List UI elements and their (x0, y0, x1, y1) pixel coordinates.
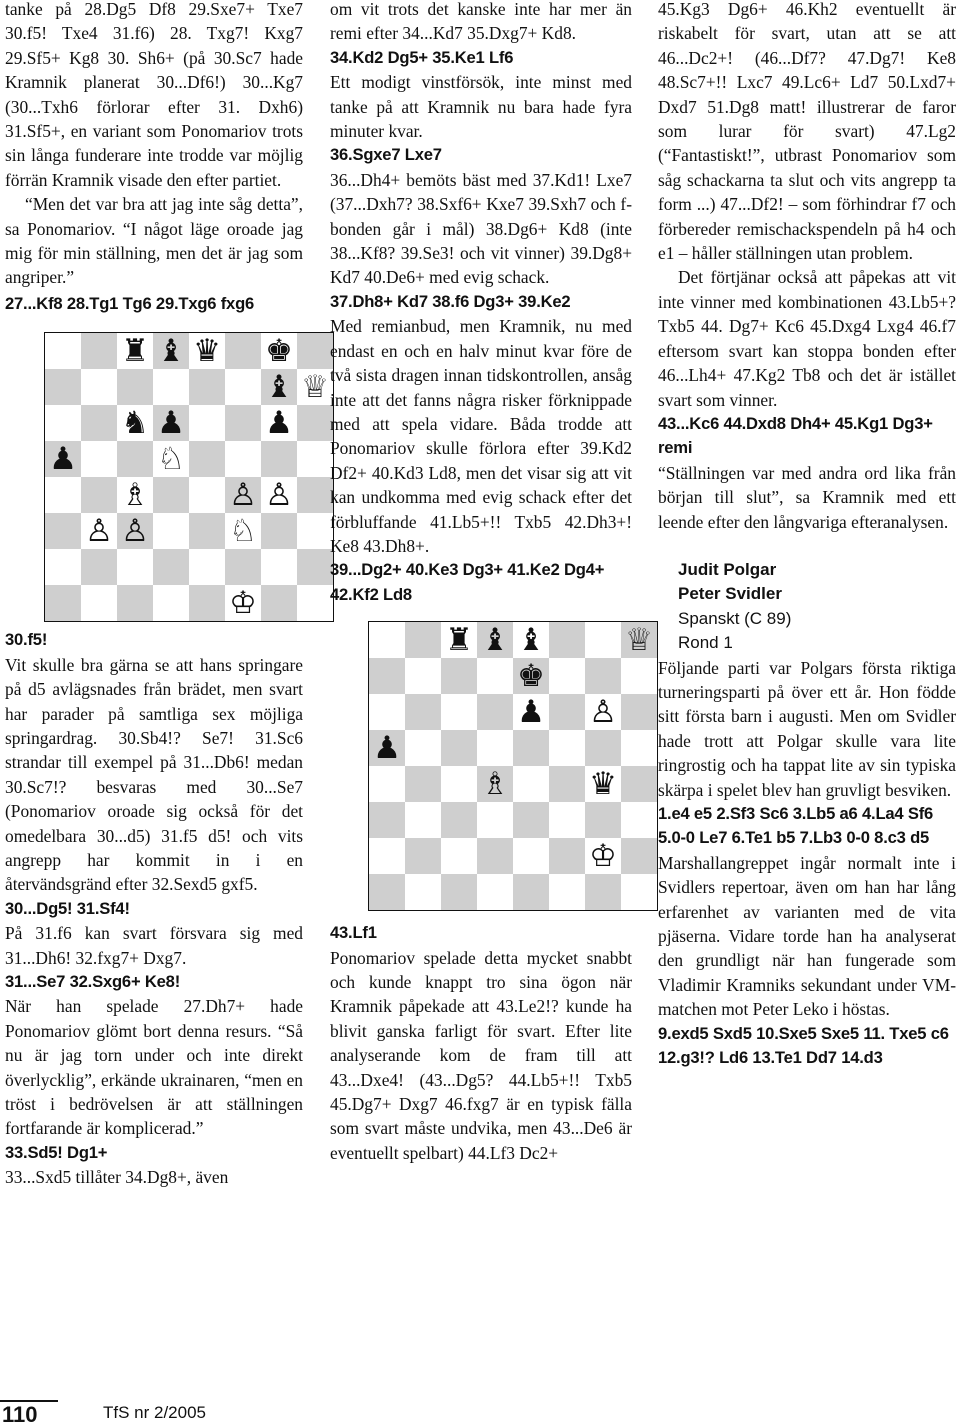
board-square (45, 513, 81, 549)
board-square (261, 441, 297, 477)
board-square (117, 441, 153, 477)
white-player: Judit Polgar (678, 559, 777, 579)
board-square (549, 802, 585, 838)
move-line: 1.e4 e5 2.Sf3 Sc6 3.Lb5 a6 4.La4 Sf6 5.0-0 Le7 6.Te1 b5 7.Lb3 0-0 8.c3 d5 (658, 804, 934, 848)
board-square (297, 333, 333, 369)
move-line: 27...Kf8 28.Tg1 Tg6 29.Txg6 fxg6 (5, 293, 255, 313)
board-square (81, 333, 117, 369)
board-square (621, 730, 657, 766)
black-bishop-icon: ♝ (481, 621, 509, 658)
board-square (405, 838, 441, 874)
board-square (153, 477, 189, 513)
board-square (261, 477, 297, 513)
board-square (225, 369, 261, 405)
black-knight-icon: ♞ (121, 404, 149, 441)
board-square (261, 513, 297, 549)
opening: Spanskt (C 89) (678, 608, 792, 628)
board-square (477, 838, 513, 874)
board-square (153, 441, 189, 477)
board-square (369, 802, 405, 838)
board-square (153, 333, 189, 369)
paragraph: Följande parti var Polgars första riktiga turneringsparti på över ett år. Hon födde sitt första barn i augusti. Men om Svidler hade trott att Polgar skulle vara lite ringrostig och ha tappat lite av sin typiska skärpa i spelet blev han gruvligt besviken. (658, 657, 956, 800)
board-square (45, 549, 81, 585)
board-square (261, 333, 297, 369)
board-square (585, 622, 621, 658)
board-square (549, 658, 585, 694)
move-line: 39...Dg2+ 40.Ke3 Dg3+ 41.Ke2 Dg4+ 42.Kf2 Ld8 (330, 560, 605, 604)
white-bishop-icon: ♗ (481, 765, 509, 802)
board-square (189, 513, 225, 549)
board-square (225, 477, 261, 513)
board-square (153, 513, 189, 549)
magazine-issue: TfS nr 2/2005 (103, 1403, 207, 1422)
paragraph: tanke på 28.Dg5 Df8 29.Sxe7+ Txe7 30.f5! Txe4 31.f6) 28. Txg7! Kxg7 29.Sf5+ Kg8 30. Sh6+ (på 30.Sc7 hade Kramnik planerat 30...Df6!) 30...Kg7 (30...Txh6 förlorar efter 31. Dxh6) 31.Sf5+, en variant som Ponomariov trots sin långa funderare inte trodde var möjlig förrän Kramnik visade den efter partiet. (5, 0, 303, 190)
board-square (189, 549, 225, 585)
board-square (117, 549, 153, 585)
board-square (81, 513, 117, 549)
board-square (117, 333, 153, 369)
white-pawn-icon: ♙ (265, 476, 293, 513)
board-square (117, 585, 153, 621)
column-2 (330, 0, 653, 1165)
board-square (513, 874, 549, 910)
move-line: 33.Sd5! Dg1+ (5, 1142, 108, 1162)
board-square (585, 694, 621, 730)
board-square (549, 766, 585, 802)
board-square (117, 477, 153, 513)
board-square (621, 658, 657, 694)
black-rook-icon: ♜ (445, 621, 473, 658)
board-square (297, 441, 333, 477)
board-square (513, 766, 549, 802)
column-1 (5, 0, 329, 1190)
move-line: 36.Sgxe7 Lxe7 (330, 145, 442, 165)
board-square (225, 333, 261, 369)
board-square (513, 622, 549, 658)
white-pawn-icon: ♙ (121, 512, 149, 549)
move-line: 30...Dg5! 31.Sf4! (5, 898, 130, 918)
round: Rond 1 (678, 633, 733, 653)
paragraph: På 31.f6 kan svart försvara sig med 31...Dh6! 32.fxg7+ Dxg7. (5, 923, 303, 968)
black-pawn-icon: ♟ (517, 693, 545, 730)
paragraph: “Men det var bra att jag inte såg detta”, sa Ponomariov. “I något läge oroade jag mig för min ställning, men det är jag som angriper.” (5, 194, 303, 288)
board-square (405, 766, 441, 802)
white-knight-icon: ♘ (157, 440, 185, 477)
black-queen-icon: ♛ (589, 765, 617, 802)
white-queen-icon: ♕ (625, 621, 653, 658)
board-square (261, 549, 297, 585)
board-square (405, 622, 441, 658)
white-queen-icon: ♕ (301, 368, 329, 405)
column-3 (658, 0, 956, 1070)
board-square (297, 513, 333, 549)
board-square (513, 838, 549, 874)
board-square (261, 585, 297, 621)
paragraph: Vit skulle bra gärna se att hans springare på d5 avlägsnades från brädet, men svart har parader på samtliga sex möjliga springardrag. 30.Sb4!? Se7! 31.Sc6 strandar till exempel på 31...Db6! medan 30.Sc7!? besvaras med 30...Se7 (Ponomariov oroade sig också för det omedelbara 30...d5) 31.f5 d5! och vits angrepp har kommit in i en återvändsgränd efter 32.Sexd5 gxf5. (5, 654, 303, 895)
black-bishop-icon: ♝ (517, 621, 545, 658)
paragraph: 36...Dh4+ bemöts bäst med 37.Kd1! Lxe7 (37...Dxh7? 38.Sxf6+ Kxe7 39.Sxh7 och f-bonden går i mål) 38.Dg6+ Kd8 (inte 38...Kf8? 39.Se3! och vit vinner) 39.Dg8+ Kd7 40.De6+ med evig schack. (330, 169, 632, 288)
board-square (405, 730, 441, 766)
page-number: 110 (2, 1402, 38, 1427)
board-square (153, 405, 189, 441)
board-square (477, 658, 513, 694)
move-line: 30.f5! (5, 630, 48, 650)
black-rook-icon: ♜ (121, 332, 149, 369)
board-square (621, 802, 657, 838)
board-square (549, 874, 585, 910)
black-pawn-icon: ♟ (157, 404, 185, 441)
board-square (441, 658, 477, 694)
black-pawn-icon: ♟ (373, 729, 401, 766)
board-square (189, 333, 225, 369)
move-line: 43.Lf1 (330, 923, 377, 943)
board-square (477, 802, 513, 838)
chess-diagram (44, 332, 334, 622)
board-square (225, 585, 261, 621)
board-square (225, 549, 261, 585)
black-pawn-icon: ♟ (265, 404, 293, 441)
board-square (81, 405, 117, 441)
board-square (405, 694, 441, 730)
white-knight-icon: ♘ (229, 512, 257, 549)
white-king-icon: ♔ (589, 837, 617, 874)
white-king-icon: ♔ (229, 584, 257, 621)
black-king-icon: ♚ (517, 657, 545, 694)
paragraph: 45.Kg3 Dg6+ 46.Kh2 eventuellt är riskabelt för svart, utan att se att 46...Dc2+! (46...Df7? 47.Dg7! Ke8 48.Sc7+!! Lxc7 49.Lc6+ Ld7 50.Lxd7+ Dxd7 51.Dg8 matt! illustrerar de faror som lurar för svart) 47.Lg2 (“Fantastiskt!”, utbrast Ponomariov som såg schackarna ta slut och vits angrepp ta form ...) 47...Df2! – som förhindrar f7 och förbereder remischackspendeln på h4 och e1 – håller ställningen utan problem. (658, 0, 956, 264)
board-square (585, 766, 621, 802)
board-square (189, 477, 225, 513)
board-square (369, 622, 405, 658)
black-bishop-icon: ♝ (157, 332, 185, 369)
chess-diagram (368, 621, 658, 911)
board-square (45, 333, 81, 369)
move-line: 31...Se7 32.Sxg6+ Ke8! (5, 971, 181, 991)
board-square (477, 766, 513, 802)
board-square (549, 622, 585, 658)
board-square (225, 405, 261, 441)
board-square (585, 658, 621, 694)
board-square (405, 802, 441, 838)
black-pawn-icon: ♟ (49, 440, 77, 477)
board-square (549, 838, 585, 874)
board-square (189, 369, 225, 405)
board-square (585, 730, 621, 766)
board-square (369, 730, 405, 766)
paragraph: om vit trots det kanske inte har mer än remi efter 34...Kd7 35.Dxg7+ Kd8. (330, 0, 632, 44)
white-pawn-icon: ♙ (85, 512, 113, 549)
board-square (297, 405, 333, 441)
board-square (441, 622, 477, 658)
board-square (45, 585, 81, 621)
black-king-icon: ♚ (265, 332, 293, 369)
board-square (297, 549, 333, 585)
board-square (261, 405, 297, 441)
black-queen-icon: ♛ (193, 332, 221, 369)
board-square (441, 874, 477, 910)
board-square (621, 766, 657, 802)
paragraph: Ett modigt vinstförsök, inte minst med tanke på att Kramnik nu bara hade fyra minuter kvar. (330, 72, 632, 142)
board-square (225, 441, 261, 477)
board-square (369, 694, 405, 730)
board-square (477, 730, 513, 766)
board-square (513, 802, 549, 838)
paragraph: Marshallangreppet ingår normalt inte i Svidlers repertoar, även om han har lång erfarenhet av varianten med de vita pjäserna. Vidare torde han ha analyserat den grundligt när han fungerade som Vladimir Kramniks sekundant under VM-matchen mot Peter Leko i höstas. (658, 852, 956, 1020)
board-square (189, 585, 225, 621)
board-square (81, 585, 117, 621)
board-square (441, 838, 477, 874)
board-square (297, 369, 333, 405)
board-square (621, 874, 657, 910)
board-square (45, 405, 81, 441)
board-square (189, 405, 225, 441)
board-square (513, 658, 549, 694)
move-line: 37.Dh8+ Kd7 38.f6 Dg3+ 39.Ke2 (330, 291, 571, 311)
board-square (405, 874, 441, 910)
move-line: 9.exd5 Sxd5 10.Sxe5 Sxe5 11. Txe5 c6 12.g3!? Ld6 13.Te1 Dd7 14.d3 (658, 1023, 949, 1068)
move-line: 34.Kd2 Dg5+ 35.Ke1 Lf6 (330, 47, 514, 67)
board-square (441, 766, 477, 802)
board-square (81, 369, 117, 405)
board-square (585, 838, 621, 874)
board-square (549, 730, 585, 766)
board-square (513, 694, 549, 730)
board-square (81, 549, 117, 585)
board-square (369, 766, 405, 802)
move-line: 43...Kc6 44.Dxd8 Dh4+ 45.Kg1 Dg3+ remi (658, 413, 933, 458)
board-square (585, 802, 621, 838)
board-square (585, 874, 621, 910)
board-square (117, 513, 153, 549)
white-bishop-icon: ♗ (121, 476, 149, 513)
board-square (621, 694, 657, 730)
board-square (621, 838, 657, 874)
paragraph: Med remianbud, men Kramnik, nu med endast en och en halv minut kvar före de två sista dragen innan tidskontrollen, ansåg inte att det fanns några risker förknippade med att spela vidare. Båda trodde att Ponomariov skulle förlora efter 39.Kd2 Df2+ 40.Kd3 Ld8, men det visar sig att vit kan undkomma med evig schack efter det förbluffande 41.Lb5+!! Txb5 42.Dh3+! Ke8 43.Dh8+. (330, 316, 632, 556)
board-square (441, 802, 477, 838)
board-square (369, 838, 405, 874)
page-footer (0, 1400, 960, 1425)
board-square (513, 730, 549, 766)
white-pawn-icon: ♙ (589, 693, 617, 730)
board-square (189, 441, 225, 477)
board-square (477, 694, 513, 730)
black-bishop-icon: ♝ (265, 368, 293, 405)
board-square (117, 405, 153, 441)
board-square (81, 441, 117, 477)
board-square (477, 622, 513, 658)
board-square (117, 369, 153, 405)
board-square (441, 730, 477, 766)
board-square (45, 477, 81, 513)
board-square (477, 874, 513, 910)
board-square (81, 477, 117, 513)
board-square (261, 369, 297, 405)
white-pawn-icon: ♙ (229, 476, 257, 513)
board-square (549, 694, 585, 730)
board-square (297, 585, 333, 621)
board-square (369, 874, 405, 910)
game-header (658, 558, 956, 656)
board-square (153, 585, 189, 621)
board-square (45, 441, 81, 477)
board-square (225, 513, 261, 549)
paragraph: Ponomariov spelade detta mycket snabbt och kunde knappt tro sina ögon när Kramnik påpekade att 43.Le2!? kunde ha blivit ganska farligt för svart. Efter lite analyserande kom de fram till att 43...Dxe4! (43...Dg5? 44.Lb5+!! Txb5 45.Dg7+ Dxg7 46.fxg7 är en typisk fälla som svart måste undvika, men 43...De6 är eventuellt spelbart) 44.Lf3 Dc2+ (330, 947, 632, 1163)
board-square (369, 658, 405, 694)
board-square (441, 694, 477, 730)
board-square (405, 658, 441, 694)
paragraph: Det förtjänar också att påpekas att vit inte vinner med kombinationen 43.Lb5+? Txb5 44. Dg7+ Kc6 45.Dxg4 Lxg4 46.f7 eftersom svart kan stoppa bonden efter 46...Lh4+ 47.Kg2 Tb8 och det är istället svart som vinner. (658, 267, 956, 410)
black-player: Peter Svidler (678, 584, 782, 604)
board-square (45, 369, 81, 405)
paragraph: 33...Sxd5 tillåter 34.Dg8+, även (5, 1167, 229, 1188)
board-square (621, 622, 657, 658)
paragraph: “Ställningen var med andra ord lika från början till slut”, sa Kramnik med ett leende efter den långvariga efteranalysen. (658, 462, 956, 532)
board-square (153, 369, 189, 405)
board-square (153, 549, 189, 585)
board-square (297, 477, 333, 513)
paragraph: När han spelade 27.Dh7+ hade Ponomariov glömt bort denna resurs. “Så nu är jag torn under och inte direkt överlycklig”, erkände ukrainaren, “men en tröst i bedrövelsen är att ställningen fortfarande är komplicerad.” (5, 996, 303, 1139)
